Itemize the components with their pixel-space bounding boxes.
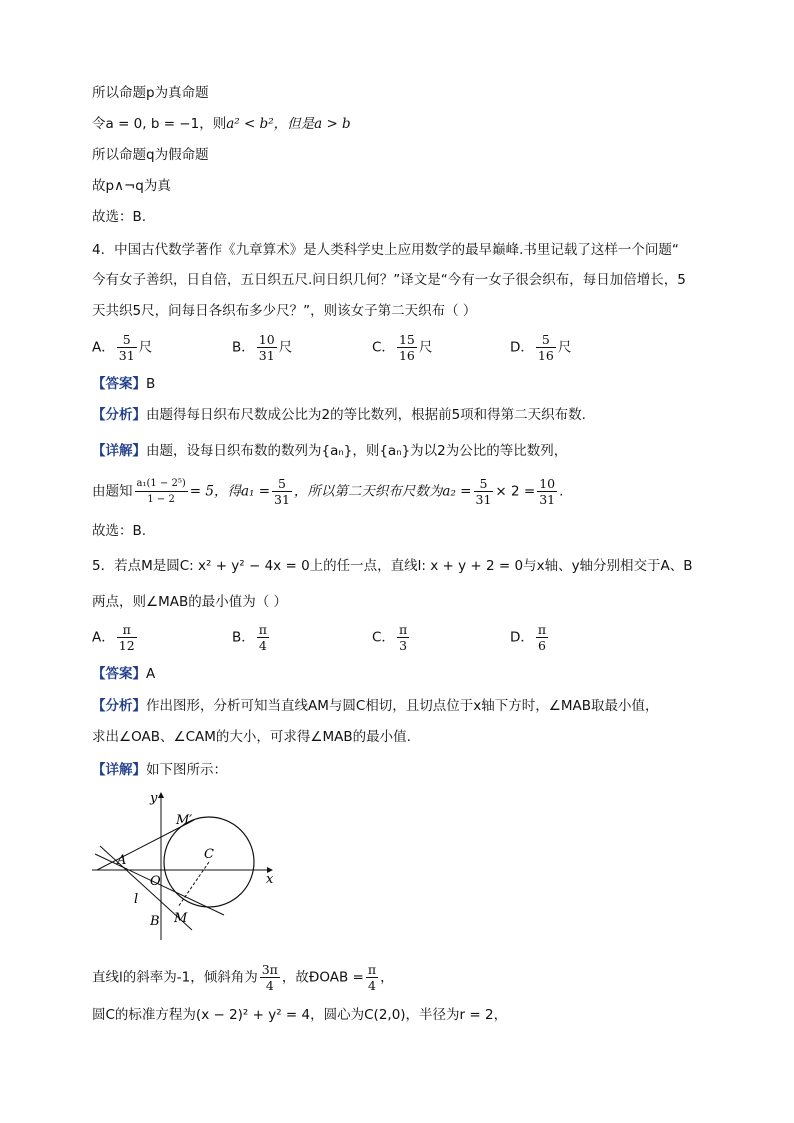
label-b: B: [150, 914, 160, 929]
option-b: B． $\frac{\pi}{4}$: [232, 622, 267, 653]
text-line: 令a = 0, b = −1，则a² < b²，但是a > b: [92, 116, 351, 132]
option-c: C． $\frac{\pi}{3}$: [372, 622, 408, 653]
detail-line: 【详解】如下图所示：: [92, 762, 227, 778]
label-c: C: [204, 847, 214, 862]
label-x: x: [266, 872, 274, 887]
text-line: 所以命题p为真命题: [92, 85, 209, 101]
detail-circle: 圆C的标准方程为(x − 2)² + y² = 4，圆心为C(2,0)，半径为r = 2，: [92, 1007, 508, 1023]
analysis-line: 求出∠OAB、∠CAM的大小，可求得∠MAB的最小值.: [92, 729, 411, 745]
label-m-prime: M′: [176, 813, 193, 828]
answer-line: 【答案】B: [92, 376, 156, 392]
option-d: D． $\frac{5}{16}$ 尺: [510, 332, 572, 363]
option-d: D． $\frac{\pi}{6}$: [510, 622, 547, 653]
option-c: C． $\frac{15}{16}$ 尺: [372, 332, 433, 363]
analysis-line: 【分析】由题得每日织布尺数成公比为2的等比数列，根据前5项和得第二天织布数.: [92, 407, 586, 423]
label-y: y: [150, 791, 158, 806]
question-5-stem: 5．若点M是圆C: x² + y² − 4x = 0上的任一点，直线l: x + y + 2 = 0与x轴、y轴分别相交于A、B: [92, 558, 693, 574]
detail-slope: 直线l的斜率为-1，倾斜角为 $\frac{3\pi}{4}$ ，故ÐOAB = $\frac{\pi}{4}$ ，: [92, 962, 394, 993]
label-l: l: [134, 892, 139, 907]
option-a: A． $\frac{\pi}{12}$: [92, 622, 135, 653]
label-m: M: [174, 911, 188, 926]
detail-formula: 由题知 $\frac{\text{a₁(1 − 2⁵)}}{1 - 2}$ = 5，得a₁ = $\frac{5}{31}$ ，所以第二天织布尺数为a₂ = $\frac{5}{31}$ × 2 = $\frac{10}{31}$ .: [92, 476, 564, 507]
option-a: A． $\frac{5}{31}$ 尺: [92, 332, 153, 363]
question-4-stem: 今有女子善织，日自倍，五日织五尺.问日织几何？”译文是“今有一女子很会织布，每日加倍增长，5: [92, 272, 686, 288]
answer-line: 【答案】A: [92, 666, 156, 682]
text-line: 故选：B.: [92, 209, 147, 225]
text-line: 所以命题q为假命题: [92, 147, 209, 163]
geometry-figure: [92, 790, 282, 945]
label-a: A: [117, 853, 127, 868]
detail-line: 【详解】由题，设每日织布数的数列为{aₙ}，则{aₙ}为以2为公比的等比数列，: [92, 443, 568, 459]
question-4-stem: 4．中国古代数学著作《九章算术》是人类科学史上应用数学的最早巅峰.书里记载了这样一个问题“: [92, 242, 679, 258]
analysis-line: 【分析】作出图形，分析可知当直线AM与圆C相切，且切点位于x轴下方时，∠MAB取最小值，: [92, 698, 659, 714]
text-line: 故p∧¬q为真: [92, 178, 171, 194]
label-o: O: [150, 874, 161, 889]
text-line: 故选：B.: [92, 523, 147, 539]
question-5-stem: 两点，则∠MAB的最小值为（ ）: [92, 594, 288, 610]
option-b: B． $\frac{10}{31}$ 尺: [232, 332, 293, 363]
question-4-stem: 天共织5尺，问每日各织布多少尺？”，则该女子第二天织布（ ）: [92, 303, 477, 319]
